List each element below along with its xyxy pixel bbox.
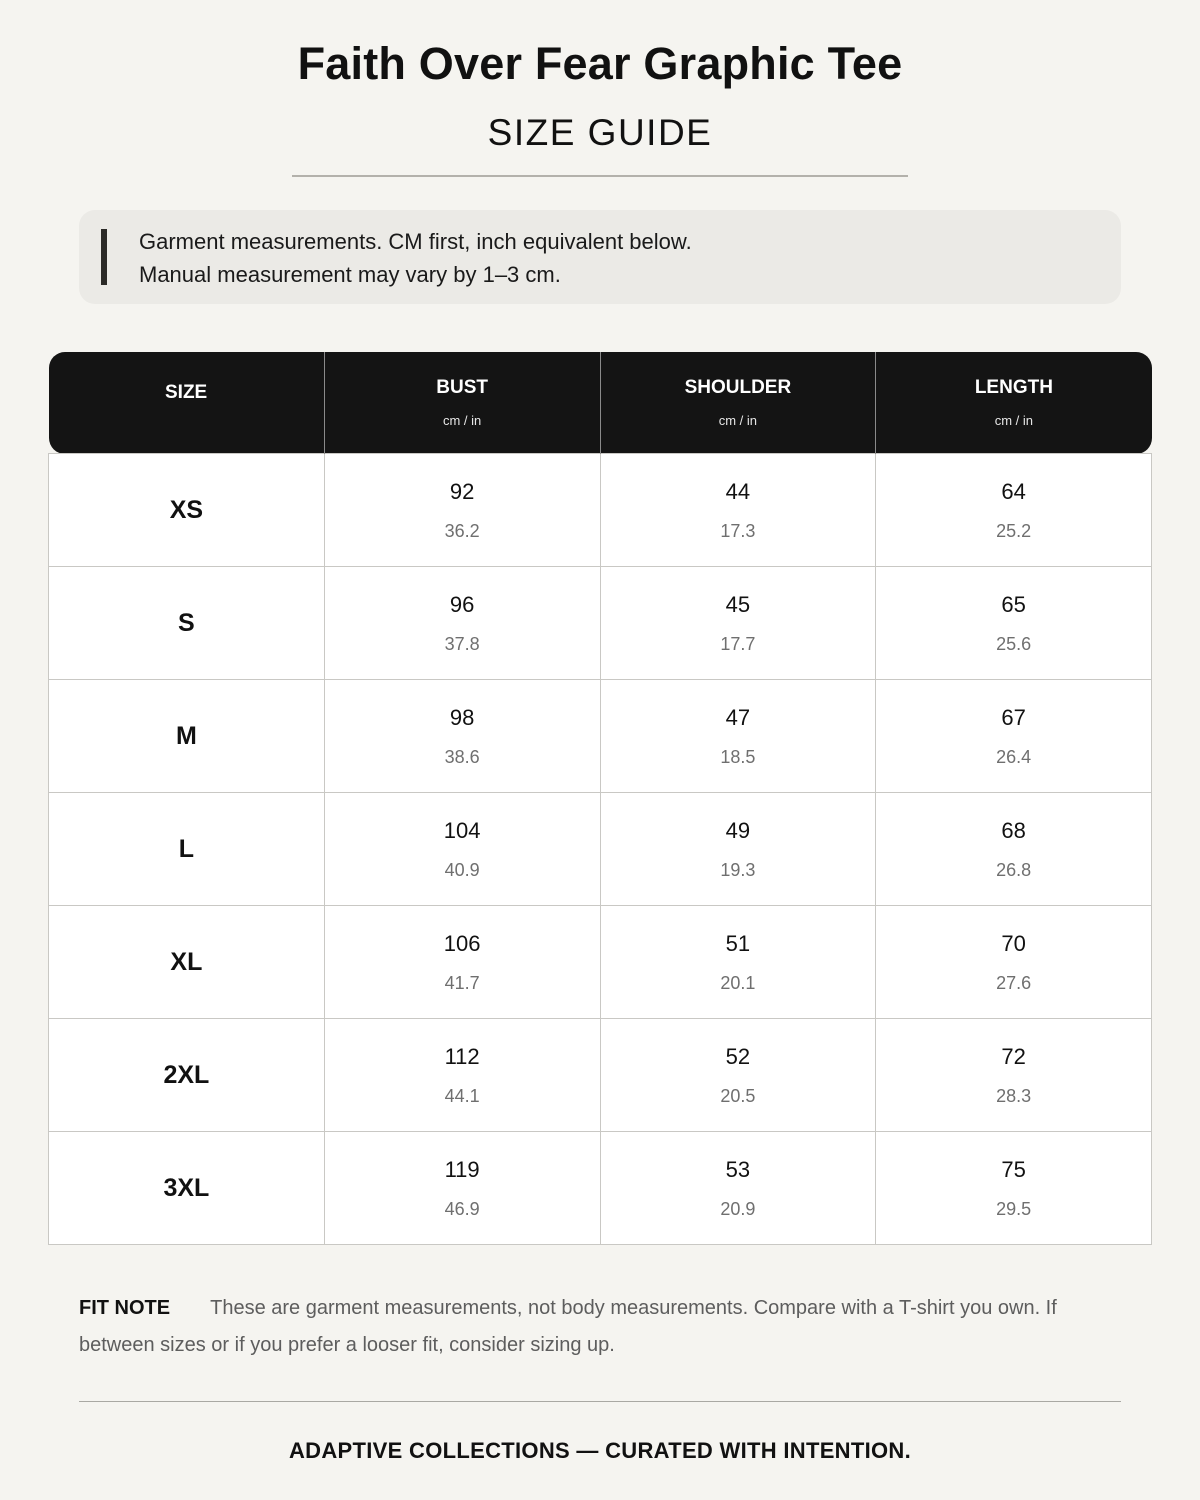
inch-value: 44.1 xyxy=(444,1085,480,1106)
bust-cell xyxy=(324,567,600,680)
shoulder-cell xyxy=(600,680,876,793)
size-cell: L xyxy=(49,793,325,906)
column-header-size xyxy=(49,352,325,454)
column-header-unit: cm / in xyxy=(442,413,482,428)
length-cell xyxy=(876,1019,1152,1132)
size-cell: M xyxy=(49,680,325,793)
bust-cell xyxy=(324,454,600,567)
title-divider xyxy=(292,175,908,177)
inch-value: 25.2 xyxy=(996,520,1032,541)
size-cell: 2XL xyxy=(49,1019,325,1132)
length-cell xyxy=(876,454,1152,567)
cm-value: 75 xyxy=(1001,1156,1026,1182)
notice-accent-bar xyxy=(101,229,107,285)
cm-value: 112 xyxy=(444,1043,480,1069)
cm-value: 98 xyxy=(449,704,475,730)
inch-value: 18.5 xyxy=(720,746,756,767)
inch-value: 20.5 xyxy=(720,1085,756,1106)
notice-line-2: Manual measurement may vary by 1–3 cm. xyxy=(139,262,561,287)
shoulder-cell xyxy=(600,1132,876,1245)
inch-value: 25.6 xyxy=(996,633,1032,654)
bust-cell xyxy=(324,1019,600,1132)
shoulder-cell xyxy=(600,793,876,906)
cm-value: 106 xyxy=(443,930,481,956)
fit-note xyxy=(79,1290,1121,1364)
cm-value: 49 xyxy=(725,817,751,843)
column-header-unit: cm / in xyxy=(718,413,758,428)
cm-value: 65 xyxy=(1001,591,1026,617)
inch-value: 26.8 xyxy=(996,859,1032,880)
inch-value: 28.3 xyxy=(996,1085,1032,1106)
cm-value: 67 xyxy=(1001,704,1026,730)
cm-value: 47 xyxy=(725,704,751,730)
cm-value: 72 xyxy=(1001,1043,1026,1069)
page-subtitle: SIZE GUIDE xyxy=(487,112,713,153)
inch-value: 41.7 xyxy=(444,972,480,993)
cm-value: 53 xyxy=(725,1156,751,1182)
measurement-notice xyxy=(79,210,1121,304)
footer-divider xyxy=(79,1401,1121,1402)
table-row xyxy=(49,1132,1152,1245)
column-header-bust xyxy=(324,352,600,454)
fit-note-label: FIT NOTE xyxy=(79,1297,171,1319)
inch-value: 27.6 xyxy=(996,972,1032,993)
cm-value: 68 xyxy=(1001,817,1026,843)
inch-value: 46.9 xyxy=(444,1198,480,1219)
cm-value: 70 xyxy=(1001,930,1026,956)
length-cell xyxy=(876,793,1152,906)
table-header-row xyxy=(49,352,1152,454)
column-header-label: BUST xyxy=(436,377,488,398)
inch-value: 38.6 xyxy=(444,746,480,767)
table-row xyxy=(49,906,1152,1019)
fit-note-text: These are garment measurements, not body measurements. Compare with a T-shirt you own. If between sizes or if you prefer a looser fit, consider sizing up. xyxy=(79,1297,1057,1356)
column-header-label: LENGTH xyxy=(974,377,1053,398)
bust-cell xyxy=(324,906,600,1019)
table-row xyxy=(49,567,1152,680)
shoulder-cell xyxy=(600,906,876,1019)
cm-value: 45 xyxy=(725,591,751,617)
inch-value: 29.5 xyxy=(996,1198,1032,1219)
inch-value: 20.9 xyxy=(720,1198,756,1219)
cm-value: 64 xyxy=(1001,478,1026,504)
length-cell xyxy=(876,567,1152,680)
column-header-shoulder xyxy=(600,352,876,454)
table-row xyxy=(49,454,1152,567)
inch-value: 19.3 xyxy=(720,859,756,880)
length-cell xyxy=(876,1132,1152,1245)
bust-cell xyxy=(324,793,600,906)
shoulder-cell xyxy=(600,567,876,680)
cm-value: 104 xyxy=(443,817,481,843)
length-cell xyxy=(876,680,1152,793)
table-row xyxy=(49,680,1152,793)
inch-value: 17.7 xyxy=(720,633,756,654)
size-cell: XS xyxy=(49,454,325,567)
column-header-unit: cm / in xyxy=(994,413,1034,428)
inch-value: 26.4 xyxy=(996,746,1032,767)
column-header-length xyxy=(876,352,1152,454)
column-header-label: SIZE xyxy=(165,381,208,403)
table-row xyxy=(49,1019,1152,1132)
cm-value: 52 xyxy=(725,1043,751,1069)
cm-value: 44 xyxy=(725,478,751,504)
bust-cell xyxy=(324,1132,600,1245)
inch-value: 17.3 xyxy=(720,520,756,541)
notice-line-1: Garment measurements. CM first, inch equivalent below. xyxy=(139,229,692,254)
cm-value: 119 xyxy=(444,1156,480,1182)
size-cell: XL xyxy=(49,906,325,1019)
cm-value: 51 xyxy=(725,930,751,956)
page-title: Faith Over Fear Graphic Tee xyxy=(297,38,903,89)
size-cell: 3XL xyxy=(49,1132,325,1245)
cm-value: 92 xyxy=(449,478,475,504)
footer-tagline: ADAPTIVE COLLECTIONS — CURATED WITH INTENTION. xyxy=(288,1438,912,1463)
cm-value: 96 xyxy=(449,591,475,617)
inch-value: 20.1 xyxy=(720,972,756,993)
inch-value: 40.9 xyxy=(444,859,480,880)
shoulder-cell xyxy=(600,454,876,567)
bust-cell xyxy=(324,680,600,793)
inch-value: 36.2 xyxy=(444,520,480,541)
length-cell xyxy=(876,906,1152,1019)
size-cell: S xyxy=(49,567,325,680)
table-row xyxy=(49,793,1152,906)
shoulder-cell xyxy=(600,1019,876,1132)
size-table xyxy=(48,352,1152,1245)
inch-value: 37.8 xyxy=(444,633,480,654)
column-header-label: SHOULDER xyxy=(684,377,792,398)
